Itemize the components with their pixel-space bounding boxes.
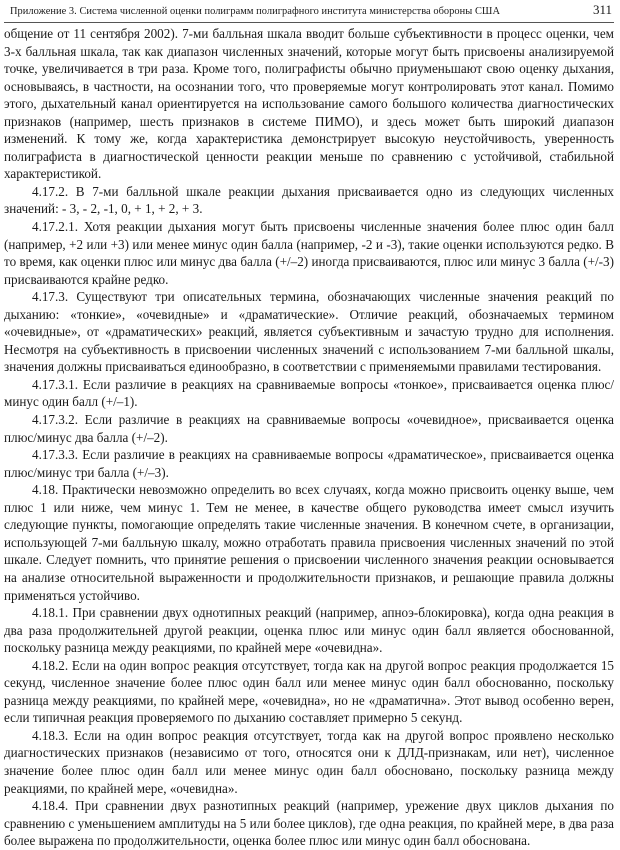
paragraph-4-18-4: 4.18.4. При сравнении двух разнотипных реакций (например, урежение двух циклов дыхания по сравнению с уменьшением амплитуды на 5 или более циклов), где одна реакция, по крайней мере, в два раза более выражена по продолжительности, оценка более плюс или минус один балл обоснована.: [4, 798, 614, 849]
paragraph-4-17-3-1: 4.17.3.1. Если различие в реакциях на сравниваемые вопросы «тонкое», присваивается оценка плюс/минус один балл (+/–1).: [4, 376, 614, 410]
paragraph-4-18-2: 4.18.2. Если на один вопрос реакция отсутствует, тогда как на другой вопрос реакция продолжается 15 секунд, численное значение более плюс один балл или менее минус один балл обоснованно, поскольку разница между реакциями, по крайней мере, «очевидна», но не «драматична». Этот вывод особенно верен, если типичная реакция проверяемого по дыханию составляет примерно 5 секунд.: [4, 657, 614, 726]
paragraph-4-17-2-1: 4.17.2.1. Хотя реакции дыхания могут быть присвоены численные значения более плюс один балл (например, +2 или +3) или менее минус один балла (например, -2 и -3), такие оценки используются редко. В то время, как оценки плюс или минус два балла (+/–2) иногда присваиваются, плюс или минус 3 балла (+/-3) присваиваются крайне редко.: [4, 219, 614, 287]
paragraph-continuation: общение от 11 сентября 2002). 7-ми балльная шкала вводит больше субъективности в процесс оценки, чем 3-х балльная шкала, так как диапазон численных значений, которые могут быть присвоены анализируемой точке, увеличивается в три раза. Кроме того, полиграфисты обычно приуменьшают свою оценку дыхания, основываясь, в частности, на осознании того, что проверяемые могут контролировать этот канал. Помимо этого, дыхательный канал ориентируется на использование самого большого количества диагностических признаков (например, шесть признаков в системе ПИМО), и здесь может быть широкий диапазон изменений. К тому же, когда характеристика демонстрирует высокую неустойчивость, уверенность полиграфиста в диагностической ценности реакции меньше по сравнению с устойчивой, стабильной характеристикой.: [4, 26, 614, 182]
body-text: [4, 25, 614, 850]
paragraph-4-18-3: 4.18.3. Если на один вопрос реакция отсутствует, тогда как на другой вопрос проявлено несколько диагностических признаков (независимо от того, относятся они к ДЛД-признакам, или нет), численное значение более плюс один балл или менее минус один балл обосновано, поскольку разница между реакциями, по крайней мере, «очевидна».: [4, 727, 614, 796]
paragraph-4-17-2: 4.17.2. В 7-ми балльной шкале реакции дыхания присваивается одно из следующих численных значений: - 3, - 2, -1, 0, + 1, + 2, + 3.: [4, 183, 614, 217]
paragraph-4-17-3-3: 4.17.3.3. Если различие в реакциях на сравниваемые вопросы «драматическое», присваивается оценка плюс/минус три балла (+/–3).: [4, 447, 614, 480]
running-header: [4, 0, 614, 23]
paragraph-4-18: 4.18. Практически невозможно определить во всех случаях, когда можно присвоить оценку выше, чем плюс 1 или ниже, чем минус 1. Тем не менее, в качестве общего руководства имеет смысл изучить следующие пункты, помогающие определять такие численные значения. В конечном счете, в организации, использующей 7-ми балльную шкалу, можно отработать правила присвоения численных значений по этой шкале. Следует помнить, что принятие решения о присвоении численного значения реакции основывается на анализе относительной выраженности и продолжительности признаков, и решающие правила должны применяться устойчиво.: [4, 482, 614, 603]
paragraph-4-17-3: 4.17.3. Существуют три описательных термина, обозначающих численные значения реакций по дыханию: «тонкие», «очевидные» и «драматические». Отличие реакций, обозначаемых термином «очевидные», от «драматических» реакций, является субъективным и зачастую трудно для исполнения. Несмотря на субъективность в присвоении численных значений с использованием 7-ми балльной шкалы, значения должны присваиваться единообразно, в соответствии с применяемыми правилами тестирования.: [4, 289, 614, 375]
page-number: 311: [592, 2, 612, 17]
paragraph-4-17-3-2: 4.17.3.2. Если различие в реакциях на сравниваемые вопросы «очевидное», присваивается оценка плюс/минус два балла (+/–2).: [4, 412, 614, 445]
running-header-title: Приложение 3. Система численной оценки полиграмм полиграфного института министерства обороны США: [10, 6, 501, 17]
paragraph-4-18-1: 4.18.1. При сравнении двух однотипных реакций (например, апноэ-блокировка), когда одна реакция в два раза продолжительней другой реакции, оценка плюс или минус один балл является обоснованной, поскольку разница между реакциями, по крайней мере «очевидна».: [4, 605, 614, 656]
